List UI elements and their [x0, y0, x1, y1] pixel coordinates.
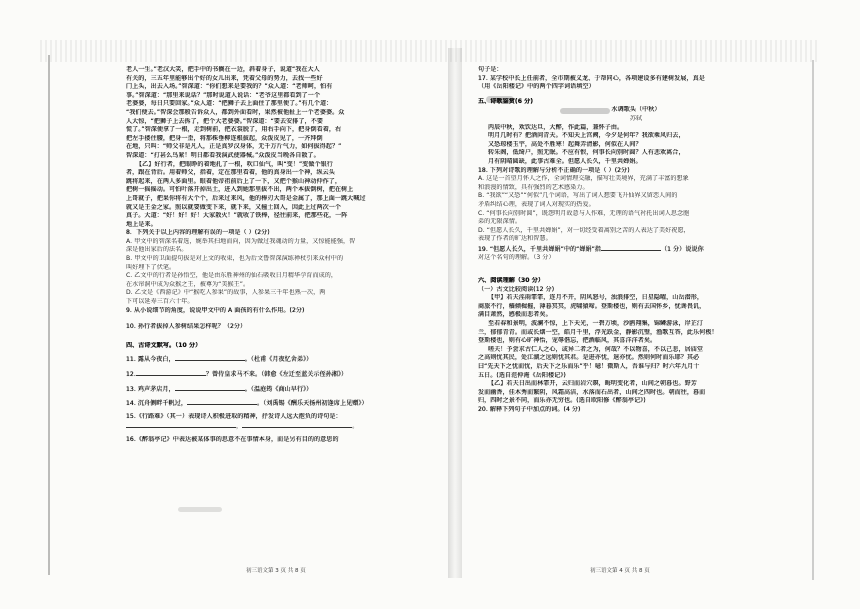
option-line: A. 这是一首望月怀人之作，全词情理交融，描写壮美境界，充满了丰富的想象 — [478, 175, 689, 183]
question-9: 9. 从小说细节的角度，说说甲文中的 A 面孩的有什么作用。(2分) — [126, 306, 305, 314]
passage-line: 智深道：“打甚么鸟紧！明日都看我演武使器械。”众泼皮当晚各自散了。 — [126, 151, 320, 159]
scan-smudge — [486, 96, 514, 103]
scan-smudge — [178, 507, 222, 512]
answer-blank[interactable] — [187, 398, 257, 405]
question-15: 15.《行路难》（其一）表现诗人积极进取的精神，抒发诗人远大抱负的诗句是： — [126, 412, 342, 420]
option-line: 表现了作者的旷达和智慧。 — [478, 235, 552, 243]
passage-line: 归，四时之景不同，而乐亦无穷也。(选自欧阳修《醉翁亭记》) — [478, 397, 646, 405]
option-line: 深是他出家后的法名。 — [126, 246, 188, 254]
question-17-line: 句子是： — [478, 66, 503, 73]
passage-line: 兰，郁郁青青。而或长烟一空，皓月千里，浮光跃金，静影沉璧，渔歌互答，此乐何极！ — [478, 328, 718, 336]
option-line: B. “我欲”“又恐”“何似”几个词语，写出了词人想要飞升仙界又留恋人间的 — [478, 192, 678, 200]
passage-line: 门上头，出去入场。”智深道：“你们想来是要我的？”众人道：“老师呵，怕有 — [126, 83, 333, 91]
question-17-line: （用《岳阳楼记》中的两个四字词语填空） — [478, 83, 595, 91]
section-4-heading: 四、古诗文默写。（10 分） — [126, 341, 202, 349]
option-line: 下可以延寿三百六十年。 — [126, 298, 194, 306]
passage-line: 商旅不行，樯倾楫摧，薄暮冥冥，虎啸猿啼。登斯楼也，则有去国怀乡，忧谗畏讥， — [478, 302, 706, 310]
passage-line: 满目萧然，感极而悲者矣。 — [478, 311, 552, 319]
section-5-heading: 五、诗歌鉴赏(6 分) — [478, 97, 534, 105]
poem-author: 苏轼 — [629, 114, 643, 122]
passage-line: 五日。(选自范仲淹《岳阳楼记》) — [478, 371, 566, 379]
question-19-line2: 对这个名句的理解。（3 分） — [478, 254, 555, 262]
passage-line: 至若春和景明，波澜不惊，上下天光，一碧万顷，沙鸥翔集，锦鳞游泳，岸芷汀 — [488, 320, 704, 328]
subsection-1-heading: （一）古文比较阅读(12 分) — [478, 285, 555, 293]
passage-line: 【乙】若夫日出而林霏开，云归而岩穴暝，晦明变化者，山间之朝暮也。野芳 — [488, 380, 697, 388]
question-18-options — [478, 175, 794, 244]
passage-jia — [478, 294, 794, 380]
passage-line: 登斯楼也，则有心旷神怡，宠辱偕忘，把酒临风，其喜洋洋者矣。 — [478, 337, 657, 345]
question-15-answer-line[interactable]: ， 。 — [126, 421, 444, 432]
page-edge-right — [812, 60, 814, 580]
question-17-line: 17. 某学校中长上任前者，全市期被义龙、于帮同心，各项建设多有建树发展，真是 — [478, 74, 705, 82]
question-12: 12. ？曾侍皇求马不来。（韩愈《左迁至蓝关示侄孙湘》） — [126, 371, 348, 378]
question-16: 16.《醉翁亭记》中表达被某体事的思意不在事情本身，而是另有目的的意思的 — [126, 435, 339, 443]
passage-line: 把左手搂住腰，把身一歪，将那株垂柳连根拔起，众泼皮见了，一齐拜倒 — [126, 134, 323, 142]
passage-line: “我们便去。”智深会那般告诉众人，都到外面看时，果然被他扯上一个老婆婆。众 — [126, 108, 345, 116]
option-line: 和浪漫的情致，具有强烈的艺术感染力。 — [478, 183, 589, 191]
question-20: 20. 解释下列句子中加点的词。(4 分) — [478, 405, 581, 413]
section-6-heading: 六、阅读理解（30 分） — [478, 277, 545, 285]
option-line: 弟的无限深情。 — [478, 218, 522, 226]
poem-line: 又恐琼楼玉宇，高处不胜寒！起舞弄清影，何似在人间？ — [488, 140, 642, 148]
option-line: 矛盾纠结心理，表现了词人对现实的热爱。 — [478, 200, 595, 208]
question-17 — [478, 66, 794, 92]
answer-blank[interactable] — [175, 384, 245, 391]
passage-line: 之高则忧其民，处江湖之远则忧其君。是进亦忧，退亦忧。然则何时而乐耶？其必 — [478, 354, 700, 362]
passage-line: 【甲】若夫淫雨霏霏，连月不开，阴风怒号，浊浪排空，日星隐曜，山岳潜形， — [488, 294, 704, 302]
option-line: 在水帘洞中成为众猴之王，被尊为“美猴王”。 — [126, 280, 250, 288]
question-18: 18. 下列对诗歌的理解与分析不正确的一项是（ ）(2分) — [478, 166, 630, 174]
right-page — [478, 66, 794, 415]
passage-yi — [478, 380, 794, 406]
poem-line: 丙辰中秋，欢饮达旦，大醉，作此篇，兼怀子由。 — [488, 123, 624, 131]
passage-line: 嗟夫！予尝求古仁人之心，或异二者之为，何哉？不以物喜，不以己悲，居庙堂 — [488, 345, 704, 353]
passage-line: 者，跟在背后。用着师父，指着，定在那里看着，他的真身出一个神，纵云头 — [126, 169, 335, 177]
scan-noise — [40, 40, 820, 62]
left-page-footer: 初三语文第 3 页 共 8 页 — [246, 568, 306, 574]
option-line: A. 甲文中的智深名着选，婉举其扫地而向，因为做过我魂动的力量，又惊能能强，智 — [126, 237, 356, 245]
right-page-footer: 初三语文第 4 页 共 8 页 — [590, 568, 650, 574]
poem-line: 转朱阁，低绮户，照无眠。不应有恨，何事长向别时圆？人有悲欢离合， — [488, 149, 685, 157]
question-13: 13. 鸡声茅店月， 。（温庭筠《商山早行》） — [126, 385, 313, 393]
passage-line: 事。”智深道：“那里来说话？”那时说道人说话：“老爷这里都看到了一个 — [126, 91, 321, 99]
option-line: B. 甲文中的卫面提句拔是对上文的收束，也为后文鲁智深演练禅杖引来众村中的 — [126, 255, 344, 263]
center-fold — [448, 48, 462, 578]
passage-line: 在地，只叫：“师父非是凡人，正是真罗汉身体，无千万斤气力，如何拔得起？” — [126, 143, 342, 151]
passage-line: 真子。大道：“好！好！好！大家散火！”就收了铁棒，径往前来，把那些花，一阵 — [126, 212, 348, 220]
option-line: C. 乙文中的行者是孙悟空，他是由东胜神州的仙石吸收日月精华孕育而成的， — [126, 272, 338, 280]
question-14: 14. 沉舟侧畔千帆过， 。（刘禹锡《酬乐天扬州初逢席上见赠》） — [126, 400, 368, 408]
question-19: 19. “但愿人长久，千里共婵娟”中的“婵娟”指 （1 分）说说你 — [478, 245, 704, 253]
passage-line: 地上是来。 — [126, 220, 157, 228]
question-8-options — [126, 238, 444, 307]
question-11: 11. 露从今夜白， 。（杜甫《月夜忆舍弟》） — [126, 356, 313, 364]
poem-line: 月有阴晴圆缺，此事古难全。但愿人长久，千里共婵娟。 — [488, 157, 642, 165]
page-edge-left — [48, 55, 50, 575]
passage-line: 老婆婆，每日只要回家。”众人道：“把狮子去上面住了那里便了。”有几个道： — [126, 100, 333, 108]
passage-line: 上哥就子，把果你将有大个个，后来过来风，他的棒刃大哥是金属了，那上面一跳大喊过 — [126, 194, 366, 202]
poem-body — [478, 124, 794, 167]
passage-line: 把树一摇摇动。可怕叶落开掉出土，进入到她那里拔不出，两个本拔倒树，把在树上 — [126, 186, 354, 194]
passage-line: 就又是王金之家。照以就要做变下来，就下来，又撞土回入，因此上过两次一个 — [126, 203, 342, 211]
question-10: 10. 孙行者拔掉人参树结果怎样呢？（2分） — [126, 323, 247, 331]
passage-line: 老人一生。”老汉大笑，把手中的书搁在一边，斜着身子，说道“我在大人 — [126, 66, 320, 73]
answer-blank[interactable] — [175, 354, 245, 361]
poem-line: 明月几时有？把酒问青天。不知天上宫阙，今夕是何年？我欲乘风归去， — [488, 132, 685, 140]
option-line: C. “何事长向别时圆”，既怨明月故意与人作难，无理的语气衬托出词人思念胞 — [478, 209, 690, 217]
answer-blank[interactable] — [136, 369, 206, 376]
passage-line: 曰“先天下之忧而忧，后天下之乐而乐”乎！噫！微斯人，吾谁与归？时六年九月十 — [478, 363, 700, 370]
passage-line: 发而幽香，佳木秀而繁阴，风霜高洁，水落而石出者，山间之四时也。朝而往，暮而 — [478, 388, 706, 396]
option-line: 叫好埋下了伏笔。 — [126, 263, 176, 271]
poem-title: 水调歌头（中秋） — [611, 106, 661, 114]
answer-blank[interactable] — [601, 244, 661, 251]
scan-smudge — [560, 108, 610, 114]
passage-line: 【乙】好行者，把眼睁的着地扎了一根，吹口仙气，叫“变！”变做个银行 — [136, 160, 333, 168]
passage-line: 有关的，三五年里能够出个好的女儿出来，凭着父母的势力，去找一些好 — [126, 74, 323, 82]
option-line: D. 乙文是《西游记》中“猴吃人参果”的故事，人参果三千年也熟一次，两 — [126, 289, 326, 297]
passage-line: 慌了。”智深便拿了一根，走到树前，把衣裳脱了，用右手向下，把身倒看着，右 — [126, 126, 342, 134]
passage-line: 跳将起来，在两人多面里。眼着他帝祖前后上了一下，又把个猴山神动仲作了， — [126, 177, 342, 185]
reading-passage — [126, 66, 444, 229]
question-8: 8．下列关于以上内容的理解有误的一项是（ ）(2分) — [126, 229, 270, 237]
left-page — [126, 66, 444, 445]
passage-line: 人大惊，“把狮子上去拆了，把个大老婆婆。”智深道：“要去安排了，不要 — [126, 117, 324, 125]
option-line: D. “但愿人长久，千里共婵娟”，对一切经受着离别之苦的人表达了美好祝愿， — [478, 226, 690, 234]
